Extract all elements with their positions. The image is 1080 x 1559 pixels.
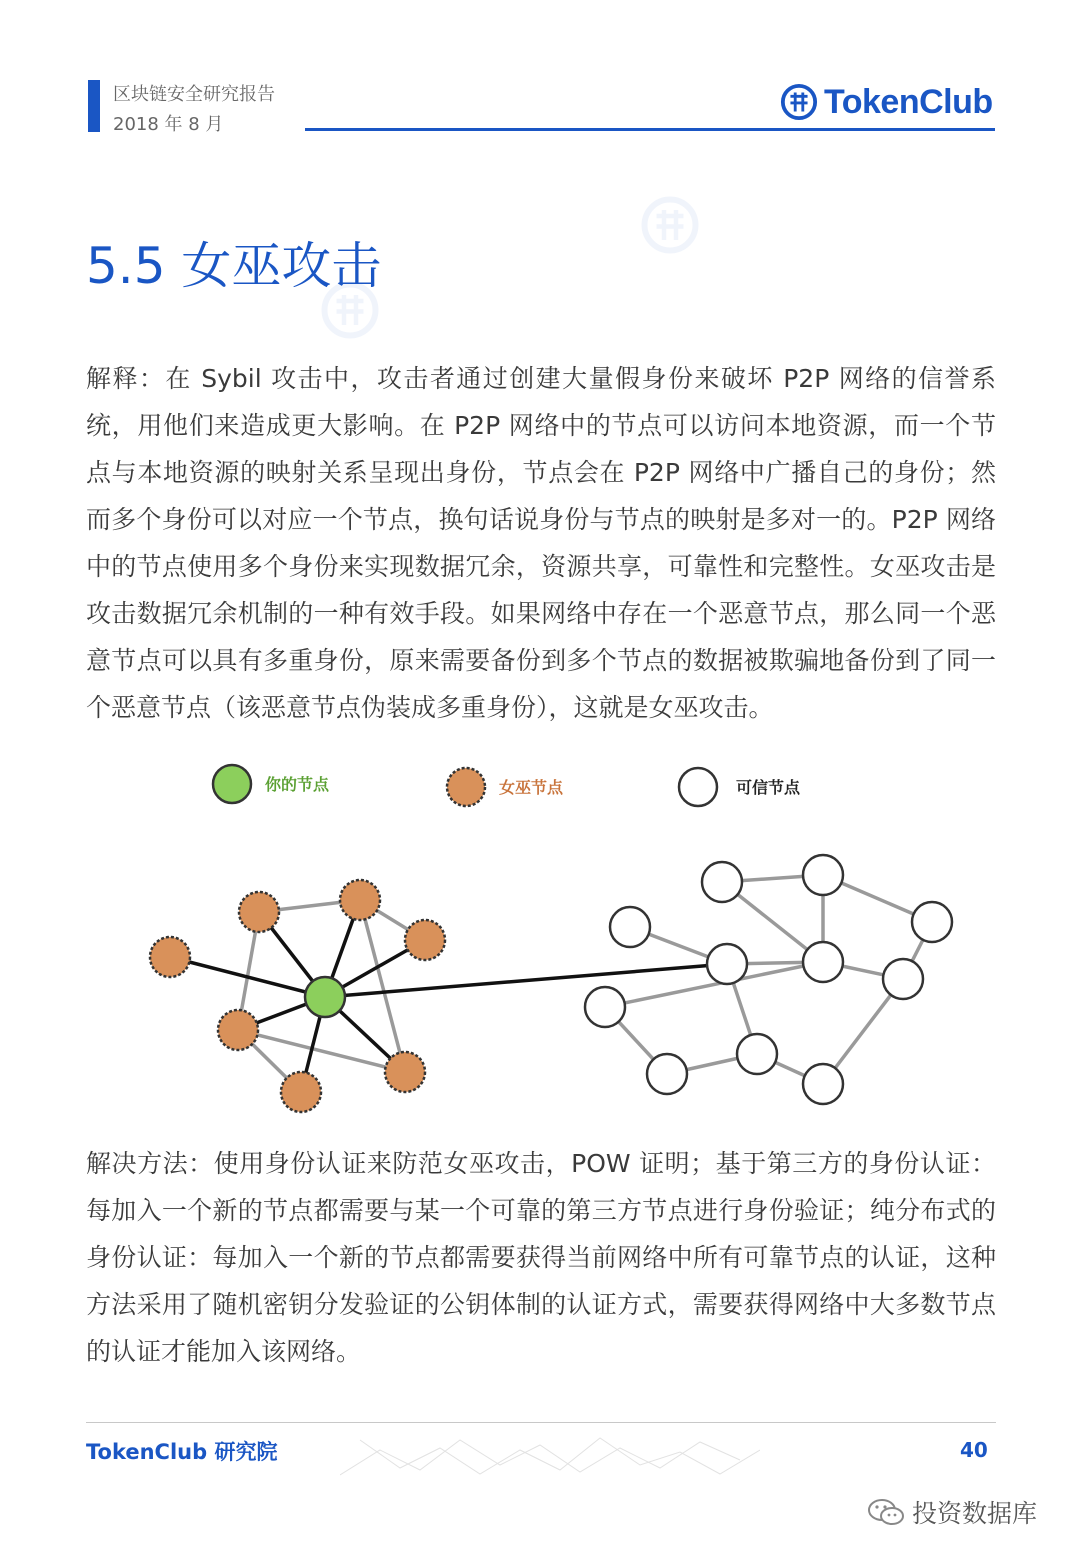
sybil-attack-diagram: [120, 752, 990, 1122]
explanation-paragraph: 解释：在 Sybil 攻击中，攻击者通过创建大量假身份来破坏 P2P 网络的信誉系统，用他们来造成更大影响。在 P2P 网络中的节点可以访问本地资源，而一个节点与本地资源的映射关系呈现出身份，节点会在 P2P 网络中广播自己的身份；然而多个身份可以对应一个节点，换句话说身份与节点的映射是多对一的。P2P 网络中的节点使用多个身份来实现数据冗余，资源共享，可靠性和完整性。女巫攻击是攻击数据冗余机制的一种有效手段。如果网络中存在一个恶意节点，那么同一个恶意节点可以具有多重身份，原来需要备份到多个节点的数据被欺骗地备份到了同一个恶意节点（该恶意节点伪装成多重身份），这就是女巫攻击。: [86, 364, 996, 722]
solution-paragraph: 解决方法：使用身份认证来防范女巫攻击，POW 证明；基于第三方的身份认证：每加入一个新的节点都需要与某一个可靠的第三方节点进行身份验证；纯分布式的身份认证：每加入一个新的节点都需要获得当前网络中所有可靠节点的认证，这种方法采用了随机密钥分发验证的公钥体制的认证方式，需要获得网络中大多数节点的认证才能加入该网络。: [86, 1149, 996, 1366]
tokenclub-logo-icon: [780, 83, 818, 121]
wechat-account-name: 投资数据库: [912, 1499, 1038, 1528]
trusted-node: [702, 862, 742, 902]
trusted-node: [707, 944, 747, 984]
wechat-source: [866, 1494, 1037, 1530]
logo-text: TokenClub: [824, 82, 993, 121]
sybil-node: [385, 1052, 425, 1092]
legend-sybil-node-label: 女巫节点: [499, 778, 564, 797]
legend: [213, 765, 801, 806]
footer-rule: [86, 1422, 996, 1423]
sybil-node: [239, 892, 279, 932]
trusted-node: [803, 1064, 843, 1104]
legend-your-node-label: 你的节点: [265, 775, 330, 794]
trusted-node: [610, 907, 650, 947]
your-node: [305, 977, 345, 1017]
legend-sybil-node-marker: [447, 768, 485, 806]
watermark-logo: [640, 195, 700, 255]
trusted-nodes: [585, 855, 952, 1104]
sybil-node: [218, 1010, 258, 1050]
trusted-node: [737, 1034, 777, 1074]
sybil-node: [150, 937, 190, 977]
sybil-node: [405, 920, 445, 960]
sybil-node: [340, 880, 380, 920]
header-rule: [305, 128, 995, 131]
header-accent-bar: [88, 80, 100, 132]
legend-your-node-marker: [213, 765, 251, 803]
page-number: 40: [960, 1438, 988, 1462]
trusted-node: [912, 902, 952, 942]
trusted-node: [585, 987, 625, 1027]
footer-network-decoration: [340, 1430, 760, 1480]
trusted-node: [647, 1054, 687, 1094]
tokenclub-logo: [780, 80, 993, 124]
section-title: 5.5 女巫攻击: [86, 237, 382, 295]
sybil-node: [281, 1072, 321, 1112]
legend-trusted-node-marker: [679, 768, 717, 806]
trusted-node: [883, 959, 923, 999]
trusted-node: [803, 942, 843, 982]
trusted-node: [803, 855, 843, 895]
wechat-icon: [866, 1496, 906, 1528]
report-title: 区块链安全研究报告: [113, 84, 275, 105]
report-date: 2018 年 8 月: [113, 114, 224, 135]
legend-trusted-node-label: 可信节点: [736, 778, 801, 797]
footer-brand: TokenClub 研究院: [86, 1440, 278, 1464]
sybil-nodes: [150, 880, 445, 1112]
